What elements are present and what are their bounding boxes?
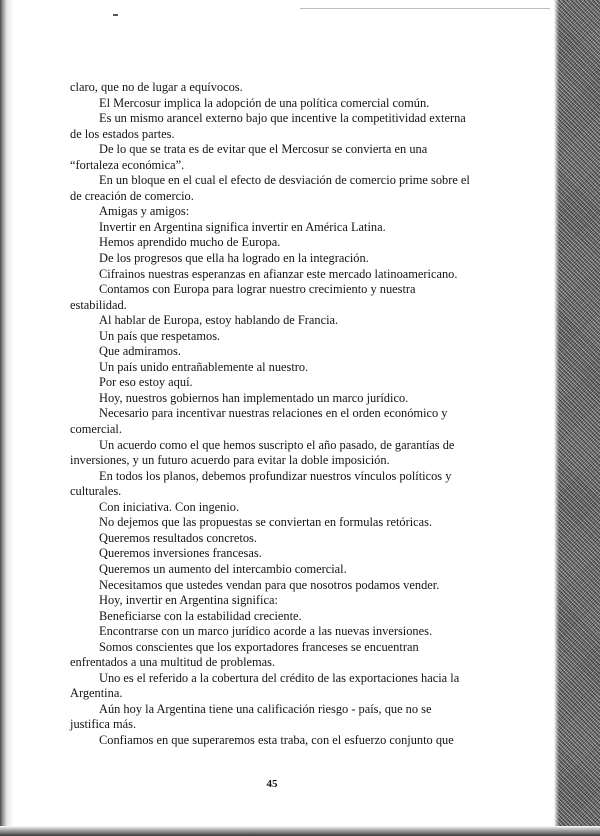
text-line: Confiamos en que superaremos esta traba, con el esfuerzo conjunto que	[99, 732, 454, 747]
scan-right-edge	[554, 0, 600, 836]
text-line: culturales.	[70, 484, 122, 499]
text-line: comercial.	[70, 422, 122, 437]
scan-mark	[113, 14, 118, 16]
text-line: Beneficiarse con la estabilidad creciente.	[99, 608, 302, 623]
text-line: Contamos con Europa para lograr nuestro crecimiento y nuestra	[99, 282, 416, 297]
text-line: Necesario para incentivar nuestras relaciones en el orden económico y	[99, 406, 448, 421]
text-line: De los progresos que ella ha logrado en la integración.	[99, 251, 369, 266]
text-line: Un país unido entrañablemente al nuestro.	[99, 359, 309, 374]
page-number: 45	[266, 778, 278, 790]
text-line: Amigas y amigos:	[99, 204, 190, 219]
text-line: Hemos aprendido mucho de Europa.	[99, 235, 281, 250]
text-line: Un acuerdo como el que hemos suscripto el año pasado, de garantías de	[99, 437, 455, 452]
text-line: Aún hoy la Argentina tiene una calificación riesgo - país, que no se	[99, 701, 432, 716]
text-line: enfrentados a una multitud de problemas.	[70, 655, 276, 670]
body-text	[70, 80, 480, 749]
text-line: Argentina.	[70, 686, 123, 701]
text-line: Hoy, invertir en Argentina significa:	[99, 593, 278, 608]
text-line: estabilidad.	[70, 297, 127, 312]
text-line: de los estados partes.	[70, 126, 175, 141]
text-line: Hoy, nuestros gobiernos han implementado un marco jurídico.	[99, 390, 409, 405]
text-line: Queremos inversiones francesas.	[99, 546, 262, 561]
text-line: Por eso estoy aquí.	[99, 375, 193, 390]
text-line: Con iniciativa. Con ingenio.	[99, 499, 240, 514]
text-line: claro, que no de lugar a equívocos.	[70, 80, 243, 94]
text-line: inversiones, y un futuro acuerdo para evitar la doble imposición.	[70, 453, 390, 468]
text-line: Invertir en Argentina significa invertir en América Latina.	[99, 219, 386, 234]
text-line: Somos conscientes que los exportadores franceses se encuentran	[99, 639, 419, 654]
text-line: No dejemos que las propuestas se conviertan en formulas retóricas.	[99, 515, 433, 530]
text-line: Que admiramos.	[99, 344, 181, 359]
text-line: Uno es el referido a la cobertura del crédito de las exportaciones hacia la	[99, 670, 460, 685]
scan-bottom-edge	[0, 826, 600, 836]
scan-left-edge	[0, 0, 14, 836]
text-line: Queremos resultados concretos.	[99, 530, 257, 545]
text-line: justifica más.	[70, 717, 137, 732]
text-line: de creación de comercio.	[70, 188, 194, 203]
text-line: Necesitamos que ustedes vendan para que nosotros podamos vender.	[99, 577, 440, 592]
text-line: En todos los planos, debemos profundizar nuestros vínculos políticos y	[99, 468, 452, 483]
text-line: Es un mismo arancel externo bajo que incentive la competitividad externa	[99, 111, 466, 126]
text-line: “fortaleza económica”.	[70, 157, 185, 172]
top-rule	[300, 8, 550, 9]
text-line: El Mercosur implica la adopción de una política comercial común.	[99, 95, 430, 110]
text-line: Cifrainos nuestras esperanzas en afianzar este mercado latinoamericano.	[99, 266, 458, 281]
text-line: Un país que respetamos.	[99, 328, 221, 343]
text-line: De lo que se trata es de evitar que el Mercosur se convierta en una	[99, 142, 428, 157]
text-line: Encontrarse con un marco jurídico acorde a las nuevas inversiones.	[99, 624, 433, 639]
text-line: Al hablar de Europa, estoy hablando de Francia.	[99, 313, 339, 328]
text-line: En un bloque en el cual el efecto de desviación de comercio prime sobre el	[99, 173, 470, 188]
text-line: Queremos un aumento del intercambio comercial.	[99, 561, 347, 576]
